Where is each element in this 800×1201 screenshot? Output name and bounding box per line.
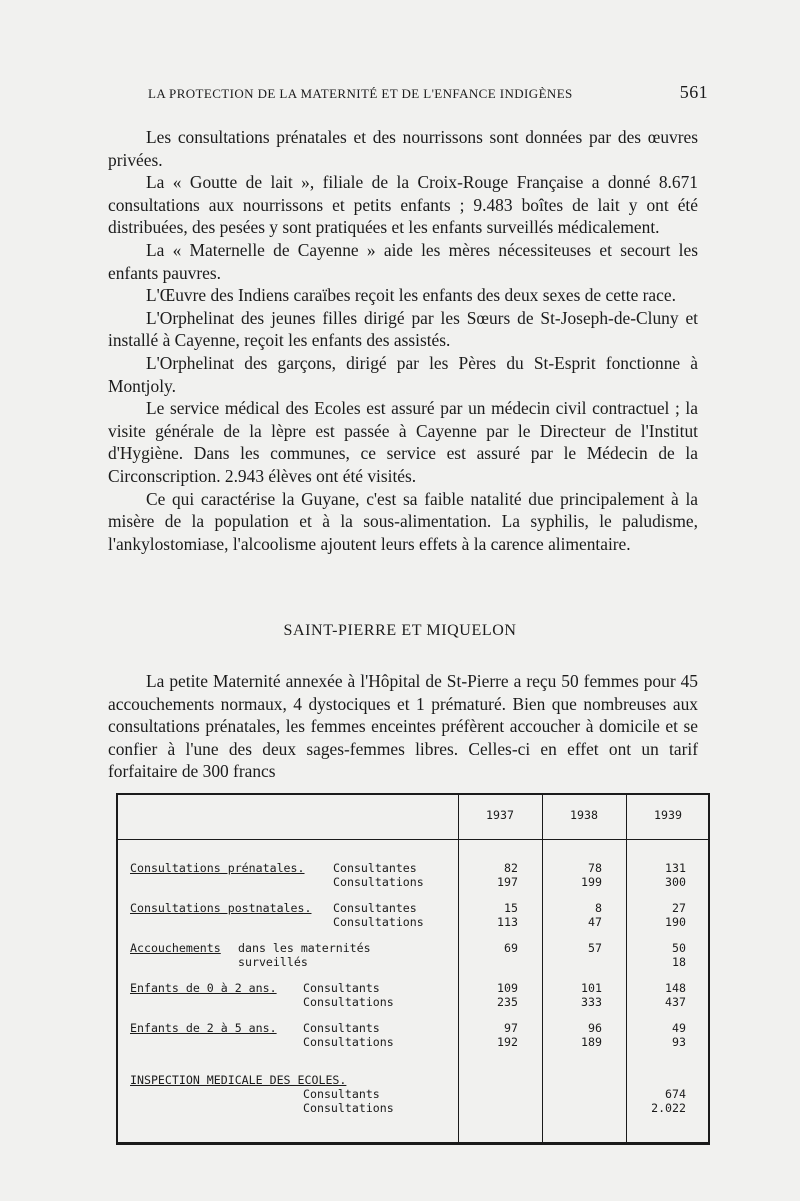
table-header-rule bbox=[118, 839, 708, 840]
body-text bbox=[108, 126, 698, 555]
table-cell: 674 bbox=[665, 1087, 686, 1101]
paragraph: Ce qui caractérise la Guyane, c'est sa faible natalité due principalement à la misère de la population et à la sous-alimentation. La syphilis, le paludisme, l'ankylostomiase, l'alcoolisme ajoutent leurs effets à la carence alimentaire. bbox=[108, 488, 698, 554]
row-sub-label: Consultants bbox=[303, 1021, 380, 1035]
table-cell: 27 bbox=[672, 901, 686, 915]
row-group-label: Enfants de 0 à 2 ans. bbox=[130, 981, 277, 995]
table-cell: 49 bbox=[672, 1021, 686, 1035]
row-group-label: Accouchements bbox=[130, 941, 221, 955]
row-sub-label: Consultations bbox=[333, 875, 424, 889]
row-sub-label: Consultations bbox=[303, 995, 394, 1009]
table-cell: 190 bbox=[665, 915, 686, 929]
row-sub-label: Consultantes bbox=[333, 861, 417, 875]
table-cell: 57 bbox=[588, 941, 602, 955]
row-sub-label: Consultations bbox=[303, 1101, 394, 1115]
table-cell: 8 bbox=[595, 901, 602, 915]
row-group-label: Enfants de 2 à 5 ans. bbox=[130, 1021, 277, 1035]
row-sub-label: dans les maternités bbox=[238, 941, 371, 955]
row-group-label: Consultations postnatales. bbox=[130, 901, 312, 915]
row-sub-label: Consultants bbox=[303, 1087, 380, 1101]
table-cell: 437 bbox=[665, 995, 686, 1009]
table-cell: 101 bbox=[581, 981, 602, 995]
table-cell: 47 bbox=[588, 915, 602, 929]
table-cell: 109 bbox=[497, 981, 518, 995]
year-header: 1937 bbox=[486, 808, 514, 822]
table-cell: 131 bbox=[665, 861, 686, 875]
table-cell: 78 bbox=[588, 861, 602, 875]
running-head bbox=[148, 82, 708, 103]
statistics-table bbox=[116, 793, 710, 1145]
row-sub-label: Consultations bbox=[303, 1035, 394, 1049]
table-cell: 235 bbox=[497, 995, 518, 1009]
row-sub-label: surveillés bbox=[238, 955, 308, 969]
table-cell: 300 bbox=[665, 875, 686, 889]
table-cell: 69 bbox=[504, 941, 518, 955]
section-body bbox=[108, 670, 698, 783]
table-cell: 192 bbox=[497, 1035, 518, 1049]
table-cell: 50 bbox=[672, 941, 686, 955]
table-cell: 113 bbox=[497, 915, 518, 929]
paragraph: Les consultations prénatales et des nourrissons sont données par des œuvres privées. bbox=[108, 127, 698, 170]
running-head-title: LA PROTECTION DE LA MATERNITÉ ET DE L'ENFANCE INDIGÈNES bbox=[148, 86, 573, 101]
table-cell: 82 bbox=[504, 861, 518, 875]
table-cell: 197 bbox=[497, 875, 518, 889]
section-title: SAINT-PIERRE ET MIQUELON bbox=[283, 622, 517, 639]
row-group-label: INSPECTION MEDICALE DES ECOLES. bbox=[130, 1073, 347, 1087]
table-divider bbox=[542, 795, 543, 1142]
row-sub-label: Consultantes bbox=[333, 901, 417, 915]
table-divider bbox=[458, 795, 459, 1142]
table-cell: 2.022 bbox=[651, 1101, 686, 1115]
paragraph: La « Maternelle de Cayenne » aide les mères nécessiteuses et secourt les enfants pauvres. bbox=[108, 239, 698, 283]
table-cell: 333 bbox=[581, 995, 602, 1009]
paragraph: Le service médical des Ecoles est assuré par un médecin civil contractuel ; la visite générale de la lèpre est passée à Cayenne par le Directeur de l'Institut d'Hygiène. Dans les communes, ce service est assuré par le Médecin de la Circonscription. 2.943 élèves ont été visités. bbox=[108, 398, 698, 486]
paragraph: La « Goutte de lait », filiale de la Croix-Rouge Française a donné 8.671 consultations aux nourrissons et petits enfants ; 9.483 boîtes de lait y ont été distribuées, des pesées y sont pratiquées et les enfants surveillés médicalement. bbox=[108, 172, 698, 238]
table-cell: 93 bbox=[672, 1035, 686, 1049]
table-cell: 97 bbox=[504, 1021, 518, 1035]
row-sub-label: Consultants bbox=[303, 981, 380, 995]
table-cell: 18 bbox=[672, 955, 686, 969]
table-cell: 189 bbox=[581, 1035, 602, 1049]
year-header: 1939 bbox=[654, 808, 682, 822]
page-number: 561 bbox=[679, 82, 708, 102]
table-cell: 148 bbox=[665, 981, 686, 995]
row-sub-label: Consultations bbox=[333, 915, 424, 929]
table-cell: 96 bbox=[588, 1021, 602, 1035]
table-cell: 199 bbox=[581, 875, 602, 889]
paragraph: L'Orphelinat des jeunes filles dirigé par les Sœurs de St-Joseph-de-Cluny et installé à Cayenne, reçoit les enfants des assistés. bbox=[108, 307, 698, 351]
row-group-label: Consultations prénatales. bbox=[130, 861, 305, 875]
year-header: 1938 bbox=[570, 808, 598, 822]
paragraph: La petite Maternité annexée à l'Hôpital de St-Pierre a reçu 50 femmes pour 45 accouchements normaux, 4 dystociques et 1 prématuré. Bien que nombreuses aux consultations prénatales, les femmes enceintes préfèrent accoucher à domicile et se confier à l'une des deux sages-femmes libres. Celles-ci en effet ont un tarif forfaitaire de 300 francs bbox=[108, 671, 698, 782]
paragraph: L'Orphelinat des garçons, dirigé par les Pères du St-Esprit fonctionne à Montjoly. bbox=[108, 352, 698, 396]
paragraph: L'Œuvre des Indiens caraïbes reçoit les enfants des deux sexes de cette race. bbox=[146, 285, 676, 306]
table-cell: 15 bbox=[504, 901, 518, 915]
